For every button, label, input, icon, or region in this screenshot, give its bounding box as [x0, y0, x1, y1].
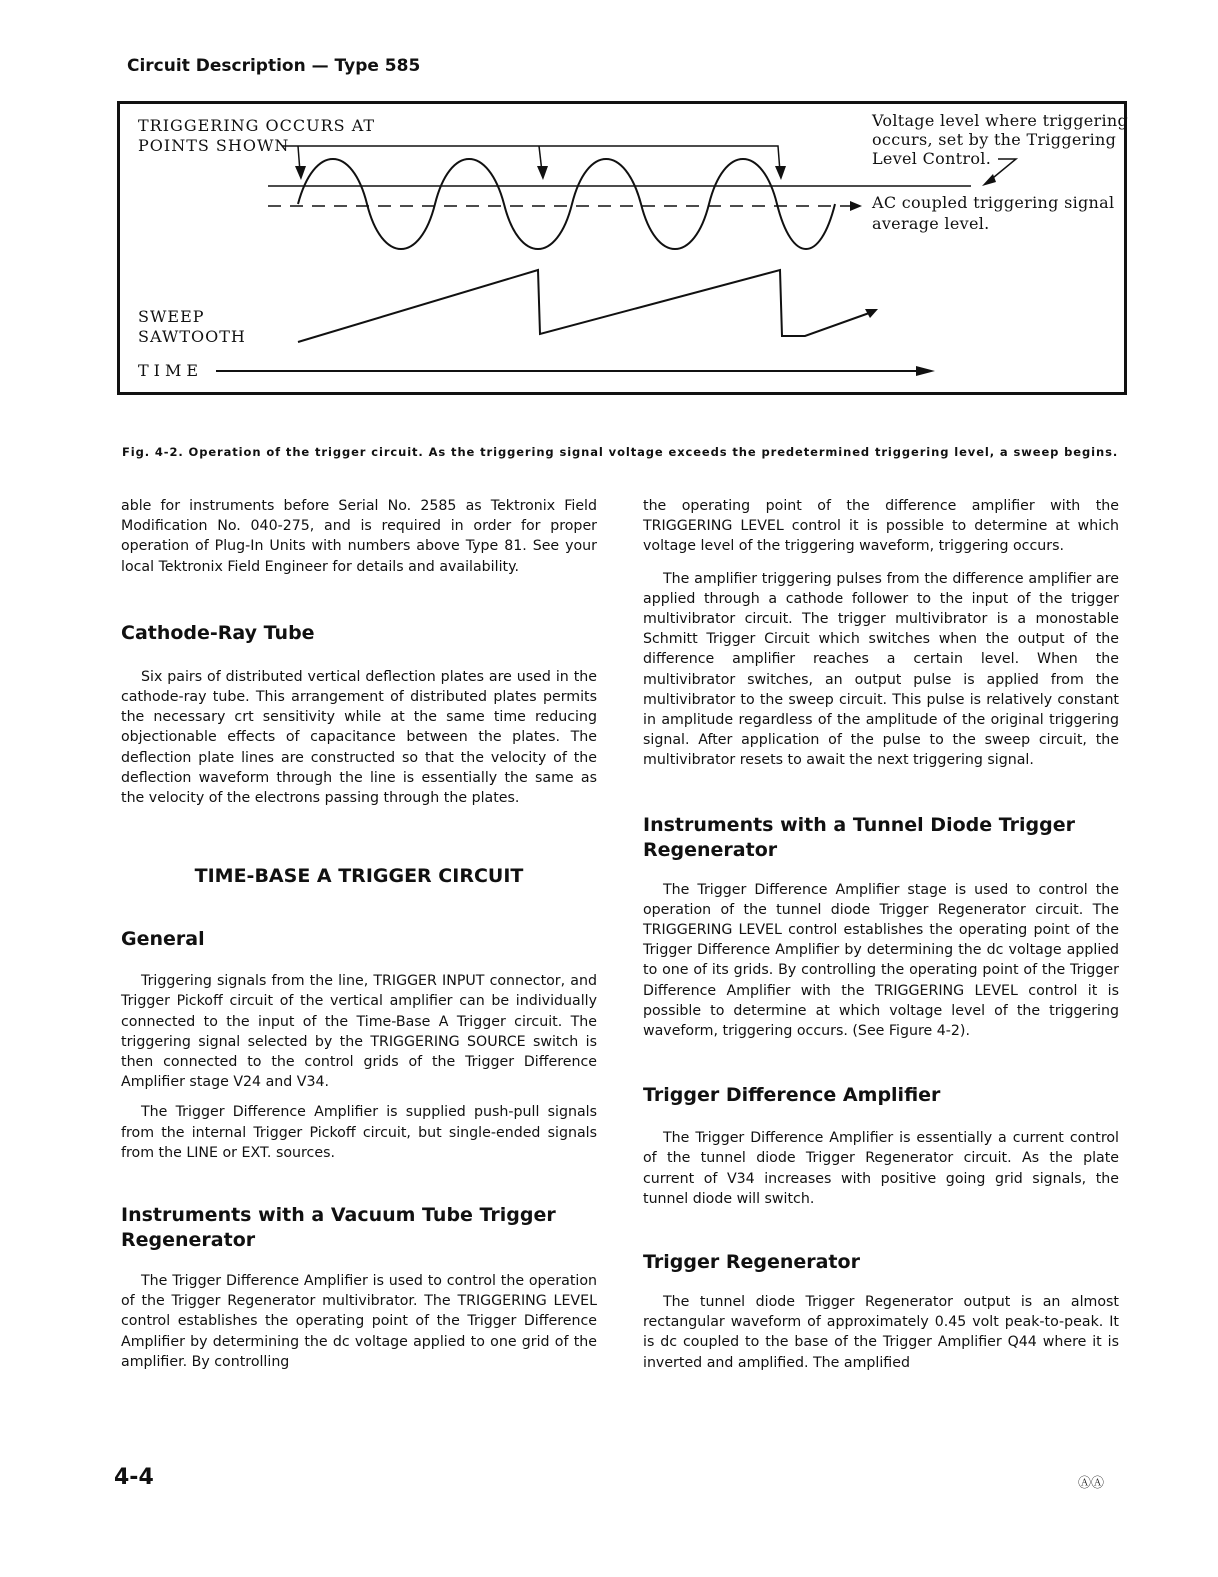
heading-trigger-difference-amplifier: Trigger Difference Amplifier: [643, 1084, 941, 1107]
voltage-label-line-2: occurs, set by the Triggering: [872, 130, 1117, 149]
running-header: Circuit Description — Type 585: [127, 56, 421, 76]
voltage-label-line-1: Voltage level where triggering: [872, 111, 1129, 130]
revision-mark: ⒶⒶ: [1078, 1476, 1105, 1491]
heading-tunnel-diode-regenerator: Instruments with a Tunnel Diode Trigger Regenerator: [643, 813, 1075, 861]
figure-caption: Fig. 4-2. Operation of the trigger circuit. As the triggering signal voltage exceeds the predetermined triggering level, a sweep begins.: [122, 445, 1119, 459]
trigger-pointer-arrowhead-2: [537, 166, 548, 180]
sweep-label-line-2: SAWTOOTH: [138, 327, 246, 346]
triggering-label-line-1: TRIGGERING OCCURS AT: [138, 116, 376, 135]
trigger-pointer-arrowhead-1: [295, 166, 306, 180]
trigger-pointer-arrowhead-3: [775, 166, 786, 180]
ac-label-line-1: AC coupled triggering signal: [872, 193, 1115, 212]
paragraph-intro: able for instruments before Serial No. 2585 as Tektronix Field Modification No. 040-275, and is required in order for proper operation of Plug-In Units with numbers above Type 81. See your local Tektronix Field Engineer for details and availability.: [121, 498, 597, 575]
average-level-arrowhead: [850, 201, 862, 211]
trigger-point-pointer-line: [282, 146, 780, 172]
heading-vacuum-tube-regenerator: Instruments with a Vacuum Tube Trigger Regenerator: [121, 1204, 556, 1252]
paragraph-tunnel: The Trigger Difference Amplifier stage is used to control the operation of the tunnel diode Trigger Regenerator circuit. The TRIGGERING LEVEL control establishes the operating point of the Trigger Difference Amplifier by determining the dc voltage applied to one of its grids. By controlling the operating point of the Trigger Difference Amplifier with the TRIGGERING LEVEL control it is possible to determine at which voltage level of the triggering waveform, triggering occurs. (See Figure 4-2).: [643, 881, 1119, 1040]
ac-label-line-2: average level.: [872, 214, 990, 233]
paragraph-continued: the operating point of the difference amplifier with the TRIGGERING LEVEL control it is possible to determine at which voltage level of the triggering waveform, triggering occurs.: [643, 498, 1119, 555]
time-axis-arrowhead: [916, 366, 935, 376]
paragraph-general-2: The Trigger Difference Amplifier is supplied push-pull signals from the internal Trigger Pickoff circuit, but single-ended signals from the LINE or EXT. sources.: [121, 1104, 597, 1161]
voltage-label-line-3: Level Control.: [872, 149, 992, 168]
heading-time-base-a-trigger-circuit: TIME-BASE A TRIGGER CIRCUIT: [194, 865, 524, 888]
heading-general: General: [121, 928, 205, 951]
trigger-operation-figure: [117, 101, 1127, 395]
sweep-label-line-1: SWEEP: [138, 307, 205, 326]
heading-trigger-regenerator: Trigger Regenerator: [643, 1251, 860, 1274]
left-column: [121, 496, 597, 1372]
sweep-sawtooth-wave: [298, 270, 872, 342]
paragraph-pulses: The amplifier triggering pulses from the difference amplifier are applied through a cathode follower to the input of the trigger multivibrator circuit. The trigger multivibrator is a monostable Schmitt Trigger Circuit which switches when the output of the difference amplifier reaches a certain level. When the multivibrator switches, an output pulse is applied from the multivibrator to the sweep circuit. This pulse is relatively constant in amplitude regardless of the amplitude of the original triggering signal. After application of the pulse to the sweep circuit, the multivibrator resets to await the next triggering signal.: [643, 570, 1119, 769]
time-label: TIME: [138, 361, 204, 380]
heading-cathode-ray-tube: Cathode-Ray Tube: [121, 621, 315, 644]
voltage-label-arrowhead: [982, 174, 996, 186]
right-column: [643, 496, 1119, 1373]
paragraph-regen: The tunnel diode Trigger Regenerator output is an almost rectangular waveform of approximately 0.45 volt peak-to-peak. It is dc coupled to the base of the Trigger Amplifier Q44 where it is inverted and amplified. The amplified: [643, 1294, 1119, 1371]
paragraph-crt: Six pairs of distributed vertical deflection plates are used in the cathode-ray tube. This arrangement of distributed plates permits the necessary crt sensitivity while at the same time reducing objectionable effects of capacitance between the plates. The deflection plate lines are constructed so that the velocity of the deflection waveform through the line is essentially the same as the velocity of the electrons passing through the plates.: [121, 668, 597, 807]
triggering-signal-wave: [298, 159, 835, 249]
paragraph-vacuum: The Trigger Difference Amplifier is used to control the operation of the Trigger Regenerator multivibrator. The TRIGGERING LEVEL control establishes the operating point of the Trigger Difference Amplifier by determining the dc voltage applied to one grid of the amplifier. By controlling: [121, 1273, 597, 1370]
paragraph-tda: The Trigger Difference Amplifier is essentially a current control of the tunnel diode Trigger Regenerator circuit. As the plate current of V34 increases with positive going grid signals, the tunnel diode will switch.: [643, 1130, 1119, 1207]
triggering-label-line-2: POINTS SHOWN: [138, 136, 290, 155]
paragraph-general-1: Triggering signals from the line, TRIGGER INPUT connector, and Trigger Pickoff circuit of the vertical amplifier can be individually connected to the input of the Time-Base A Trigger circuit. The triggering signal selected by the TRIGGERING SOURCE switch is then connected to the control grids of the Trigger Difference Amplifier stage V24 and V34.: [121, 973, 597, 1091]
page-number: 4-4: [114, 1465, 154, 1490]
